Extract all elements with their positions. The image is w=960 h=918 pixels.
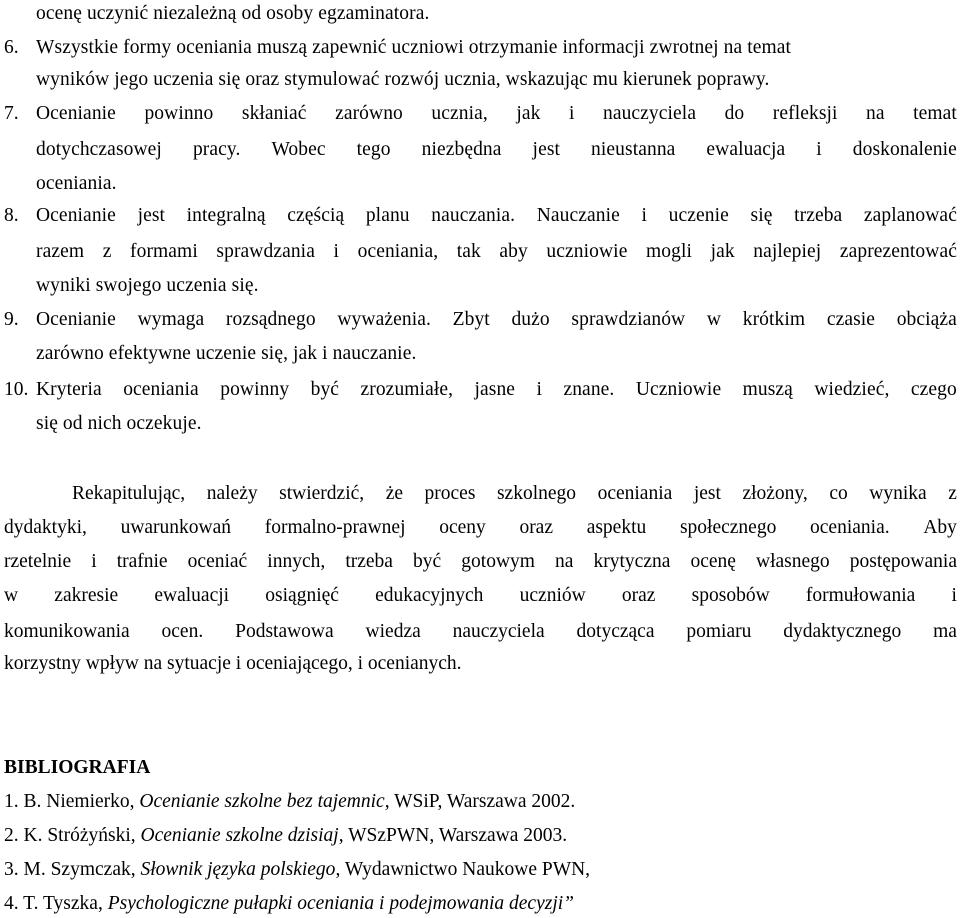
bibliography-entry-title: Psychologiczne pułapki oceniania i podejmowania decyzji”	[107, 893, 575, 914]
bibliography-entry-publisher: , WSzPWN, Warszawa 2003.	[338, 825, 568, 846]
list-item-number: 6.	[4, 37, 19, 58]
list-item-text: Ocenianie wymaga rozsądnego wyważenia. Zbyt dużo sprawdzianów w krótkim czasie obciąża	[36, 309, 957, 330]
bibliography-entry-title: Ocenianie szkolne dzisiaj	[140, 825, 339, 846]
list-item-text: się od nich oczekuje.	[36, 413, 202, 434]
bibliography-entry-title: Ocenianie szkolne bez tajemnic	[139, 791, 385, 812]
summary-paragraph-line: Rekapitulując, należy stwierdzić, że proces szkolnego oceniania jest złożony, co wynika z	[72, 483, 957, 504]
list-item-text: Ocenianie jest integralną częścią planu nauczania. Nauczanie i uczenie się trzeba zaplanować	[36, 205, 957, 226]
list-item-number: 7.	[4, 103, 19, 124]
bibliography-entry	[4, 790, 575, 814]
summary-paragraph-line: dydaktyki, uwarunkowań formalno-prawnej oceny oraz aspektu społecznego oceniania. Aby	[4, 517, 957, 538]
summary-paragraph-line: rzetelnie i trafnie oceniać innych, trzeba być gotowym na krytyczna ocenę własnego postępowania	[4, 551, 957, 572]
list-item-text: Wszystkie formy oceniania muszą zapewnić uczniowi otrzymanie informacji zwrotnej na temat	[36, 37, 792, 58]
list-item-text: wyniki swojego uczenia się.	[36, 275, 259, 296]
list-item-text: oceniania.	[36, 173, 117, 194]
list-item-number: 8.	[4, 205, 19, 226]
bibliography-entry-author: 4. T. Tyszka,	[4, 893, 108, 914]
list-item-number: 10.	[4, 379, 29, 400]
bibliography-entry-author: 3. M. Szymczak,	[4, 859, 141, 880]
bibliography-entry	[4, 892, 574, 916]
list-item-text: dotychczasowej pracy. Wobec tego niezbędna jest nieustanna ewaluacja i doskonalenie	[36, 139, 957, 160]
summary-paragraph-line: korzystny wpływ na sytuacje i oceniającego, i ocenianych.	[4, 653, 462, 674]
list-item-continuation: ocenę uczynić niezależną od osoby egzaminatora.	[36, 3, 430, 24]
bibliography-heading: BIBLIOGRAFIA	[4, 757, 151, 778]
bibliography-entry	[4, 858, 590, 882]
list-item-text: Ocenianie powinno skłaniać zarówno ucznia, jak i nauczyciela do refleksji na temat	[36, 103, 957, 124]
summary-paragraph-line: w zakresie ewaluacji osiągnięć edukacyjnych uczniów oraz sposobów formułowania i	[4, 585, 957, 606]
bibliography-entry-author: 2. K. Stróżyński,	[4, 825, 141, 846]
bibliography-entry-author: 1. B. Niemierko,	[4, 791, 140, 812]
list-item-number: 9.	[4, 309, 19, 330]
bibliography-entry-title: Słownik języka polskiego	[140, 859, 336, 880]
list-item-text: razem z formami sprawdzania i oceniania, tak aby uczniowie mogli jak najlepiej zaprezentować	[36, 241, 957, 262]
bibliography-entry-publisher: , WSiP, Warszawa 2002.	[384, 791, 576, 812]
list-item-text: zarówno efektywne uczenie się, jak i nauczanie.	[36, 343, 417, 364]
list-item-text: wyników jego uczenia się oraz stymulować rozwój ucznia, wskazując mu kierunek poprawy.	[36, 69, 770, 90]
list-item-text: Kryteria oceniania powinny być zrozumiałe, jasne i znane. Uczniowie muszą wiedzieć, czego	[36, 379, 957, 400]
bibliography-entry	[4, 824, 567, 848]
bibliography-entry-publisher: , Wydawnictwo Naukowe PWN,	[335, 859, 591, 880]
summary-paragraph-line: komunikowania ocen. Podstawowa wiedza nauczyciela dotycząca pomiaru dydaktycznego ma	[4, 621, 957, 642]
